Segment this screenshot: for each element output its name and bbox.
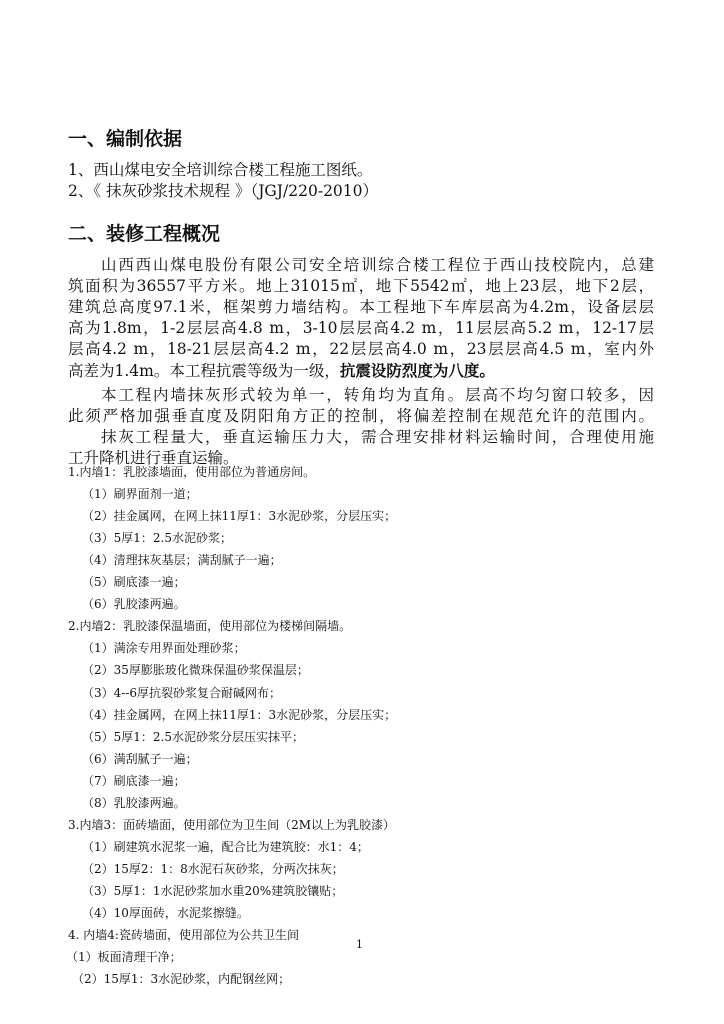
wall-2-step: （5）5厚1：2.5水泥砂浆分层压实抹平； <box>82 729 304 744</box>
wall-3-step: （4）10厚面砖，水泥浆擦缝。 <box>82 906 249 920</box>
transport-line-1: 抹灰工程量大，垂直运输压力大，需合理安排材料运输时间，合理使用施 <box>101 428 654 446</box>
wall-1-step: （5）刷底漆一遍； <box>82 575 186 590</box>
wall-1-step: （4）清理抹灰基层；满刮腻子一遍； <box>82 553 282 568</box>
wall-3-step: （3）5厚1：1水泥砂浆加水重20%建筑胶镶贴； <box>82 883 344 898</box>
wall-4-step-1: （1）板面清理干净； <box>66 950 182 965</box>
overview-line-6 <box>68 360 495 382</box>
wall-1-step: （1）刷界面剂一道； <box>82 487 198 502</box>
wall-2-step: （6）满刮腻子一遍； <box>82 751 198 766</box>
basis-item-1: 1、西山煤电安全培训综合楼工程施工图纸。 <box>68 161 373 179</box>
wall-3-title: 3.内墙3：面砖墙面，使用部位为卫生间（2M以上为乳胶漆） <box>68 817 396 832</box>
wall-2-title: 2.内墙2：乳胶漆保温墙面，使用部位为楼梯间隔墙。 <box>68 619 352 634</box>
page-number: 1 <box>356 938 363 951</box>
wall-2-step: （3）4--6厚抗裂砂浆复合耐碱网布； <box>82 685 282 700</box>
overview-line-6-text: 高差为1.4m。本工程抗震等级为一级， <box>68 362 340 380</box>
wall-4-step-2: （2）15厚1：3水泥砂浆，内配钢丝网； <box>72 972 291 987</box>
plaster-form-line-1: 本工程内墙抹灰形式较为单一，转角均为直角。层高不均匀窗口较多，因 <box>101 386 654 404</box>
wall-1-step: （2）挂金属网，在网上抹11厚1：3水泥砂浆，分层压实； <box>82 509 397 524</box>
section-heading-overview: 二、装修工程概况 <box>68 223 221 245</box>
basis-item-2: 2、《 抹灰砂浆技术规程 》（JGJ/220-2010） <box>68 182 379 200</box>
overview-line-4: 高为1.8m，1-2层层高4.8 m，3-10层层高4.2 m，11层层高5.2 m，12-17层 <box>68 319 654 337</box>
seismic-intensity-text: 抗震设防烈度为八度。 <box>339 361 495 380</box>
wall-3-step: （1）刷建筑水泥浆一遍，配合比为建筑胶：水1：4； <box>82 839 369 854</box>
wall-1-step: （6）乳胶漆两遍。 <box>82 597 186 612</box>
wall-3-step: （2）15厚2：1：8水泥石灰砂浆，分两次抹灰； <box>82 861 344 876</box>
section-heading-basis: 一、编制依据 <box>68 128 183 150</box>
wall-2-step: （8）乳胶漆两遍。 <box>82 795 186 810</box>
wall-1-step: （3）5厚1：2.5水泥砂浆； <box>82 531 232 546</box>
transport-line-2: 工升降机进行垂直运输。 <box>68 449 239 467</box>
overview-line-5: 层高4.2 m，18-21层层高4.2 m，22层层高4.0 m，23层层高4.5 m，室内外 <box>68 340 654 358</box>
wall-1-title: 1.内墙1：乳胶漆墙面，使用部位为普通房间。 <box>68 465 316 479</box>
wall-2-step: （4）挂金属网，在网上抹11厚1：3水泥砂浆，分层压实； <box>82 707 397 722</box>
overview-line-2: 筑面积为36557平方米。地上31015㎡，地下5542㎡，地上23层，地下2层， <box>68 277 654 295</box>
plaster-form-line-2: 此须严格加强垂直度及阴阳角方正的控制，将偏差控制在规范允许的范围内。 <box>68 407 654 425</box>
wall-2-step: （7）刷底漆一遍； <box>82 773 186 788</box>
wall-2-step: （2）35厚膨胀玻化微珠保温砂浆保温层； <box>82 663 309 678</box>
overview-line-3: 建筑总高度97.1米，框架剪力墙结构。本工程地下车库层高为4.2m，设备层层 <box>68 298 654 316</box>
wall-4-title: 4. 内墙4:瓷砖墙面，使用部位为公共卫生间 <box>68 928 299 942</box>
overview-line-1: 山西西山煤电股份有限公司安全培训综合楼工程位于西山技校院内，总建 <box>101 256 654 274</box>
wall-2-step: （1）满涂专用界面处理砂浆； <box>82 641 246 656</box>
